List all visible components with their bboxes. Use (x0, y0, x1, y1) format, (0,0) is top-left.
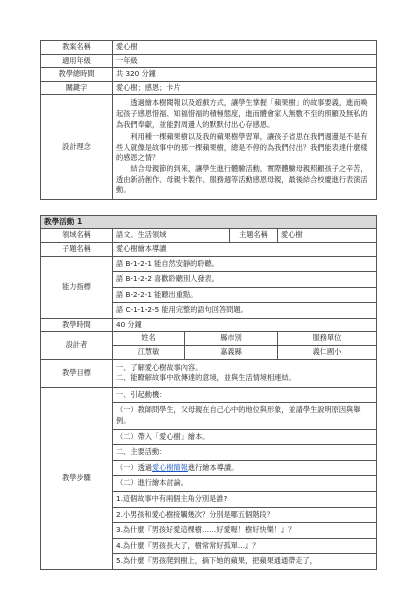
lesson-plan-page (40, 40, 377, 570)
teaching-goal-list (113, 359, 377, 387)
keyword-value: 愛心樹；感恩；卡片 (113, 81, 377, 95)
table-row (41, 68, 377, 82)
total-time-value: 共 320 分鐘 (113, 68, 377, 82)
designer-city: 嘉義縣 (185, 346, 278, 360)
title-value: 愛心樹 (113, 41, 377, 55)
table-row (41, 41, 377, 55)
ability-indicator-list (113, 256, 377, 318)
table-row (41, 332, 377, 346)
table-row (41, 95, 377, 199)
domain-label: 領域名稱 (41, 229, 113, 243)
designer-name-header: 姓名 (113, 332, 185, 346)
design-concept-value (113, 95, 377, 199)
grade-label: 適用年級 (41, 54, 113, 68)
lesson-overview-table (40, 40, 377, 200)
activity-table (40, 215, 377, 570)
total-time-label: 教學總時間 (41, 68, 113, 82)
designer-label: 設計者 (41, 332, 113, 359)
keyword-label: 關鍵字 (41, 81, 113, 95)
step-prefix: （一）透過 (116, 462, 152, 472)
lesson-time-label: 教學時間 (41, 318, 113, 332)
table-row (41, 215, 377, 229)
teaching-steps-label: 教學步驟 (41, 387, 113, 569)
lesson-time-value: 40 分鐘 (113, 318, 377, 332)
teaching-steps-content (113, 387, 377, 569)
question-item: 5.為什麼『男孩爬到樹上，摘下她的蘋果，把蘋果通通帶走了， (116, 556, 317, 566)
table-row (41, 81, 377, 95)
step-line (113, 461, 376, 477)
subtopic-label: 子題名稱 (41, 242, 113, 256)
concept-paragraph: 結合母親節的到來，讓學生進行體驗活動，實際體驗母親照顧孩子之辛苦，透由新詩創作、母親卡製作、服務週等活動感恩母親，最後結合校慶進行表演活動。 (116, 163, 368, 195)
table-row (41, 54, 377, 68)
activity-header: 教學活動 1 (41, 215, 377, 229)
question-item: 4.為什麼『男孩長大了，樹常常好孤單…』？ (113, 539, 376, 555)
ability-indicator-label: 能力指標 (41, 256, 113, 318)
theme-label: 主題名稱 (230, 229, 278, 243)
list-item: 語 C-1-1-2-5 能用完整的語句回答問題。 (116, 305, 248, 315)
designer-city-header: 縣市別 (185, 332, 278, 346)
table-row (41, 229, 377, 243)
step-line: （一）教師問學生，父母親在自己心中的地位與形象，並請學生說明原因與舉例。 (113, 403, 376, 429)
step-line: （二）進行繪本討論。 (113, 476, 376, 492)
step-line: 二、主要活動： (113, 445, 376, 461)
designer-unit: 義仁國小 (278, 346, 377, 360)
list-item: 語 B-1-2-1 能自然安靜的聆聽。 (113, 257, 376, 273)
step-line: 一、引起動機： (113, 388, 376, 404)
grade-value: 一年級 (113, 54, 377, 68)
step-line: （二）帶入「愛心樹」繪本。 (113, 430, 376, 446)
table-row (41, 359, 377, 387)
table-row (41, 256, 377, 318)
concept-paragraph: 透過繪本樹閱報以及遊戲方式，讓學生掌握「蘋果樹」的故事要義，進而喚起孩子感恩惜福、知福惜福的積極態度，進而體會家人無數不至的照顧及無私的為我們奉獻，並能對周邊人的默默付出心存感恩。 (116, 98, 368, 129)
designer-unit-header: 服務單位 (278, 332, 377, 346)
question-item: 2.小男孩和愛心樹接觸幾次？分別是哪五個階段？ (113, 508, 376, 524)
designer-name: 江慧敏 (113, 346, 185, 360)
title-label: 教案名稱 (41, 41, 113, 55)
table-row (41, 242, 377, 256)
list-item: 語 B-2-2-1 能聽出重點。 (113, 288, 376, 304)
table-row (41, 318, 377, 332)
concept-paragraph: 利用種一棵蘋果樹以及我的蘋果樹學習單，讓孩子省思在我們週邊是不是有些人就像是故事中的那一棵蘋果樹，總是不停的為我們付出？我們能表達什麼樣的感恩之情？ (116, 132, 368, 163)
design-concept-label: 設計理念 (41, 95, 113, 199)
table-row (41, 387, 377, 569)
theme-value: 愛心樹 (278, 229, 377, 243)
step-suffix: 進行繪本導讀。 (187, 462, 239, 472)
question-item: 3.為什麼『男孩好愛這棵樹……好愛喔！樹好快樂！』？ (113, 523, 376, 539)
list-item: 語 B-1-2-2 喜歡聆聽別人發表。 (113, 272, 376, 288)
subtopic-value: 愛心樹繪本導讀 (113, 242, 377, 256)
question-item: 1.這個故事中有兩個主角分別是誰? (113, 492, 376, 508)
teaching-goal-label: 教學目標 (41, 359, 113, 387)
slides-link[interactable]: 愛心樹簡報 (151, 462, 188, 472)
list-item: 一、了解愛心樹故事內容。 (116, 362, 203, 372)
list-item: 二、能瞭解故事中欲傳達的意境，並與生活情境相連結。 (116, 373, 296, 383)
domain-value: 語文、生活領域 (113, 229, 230, 243)
